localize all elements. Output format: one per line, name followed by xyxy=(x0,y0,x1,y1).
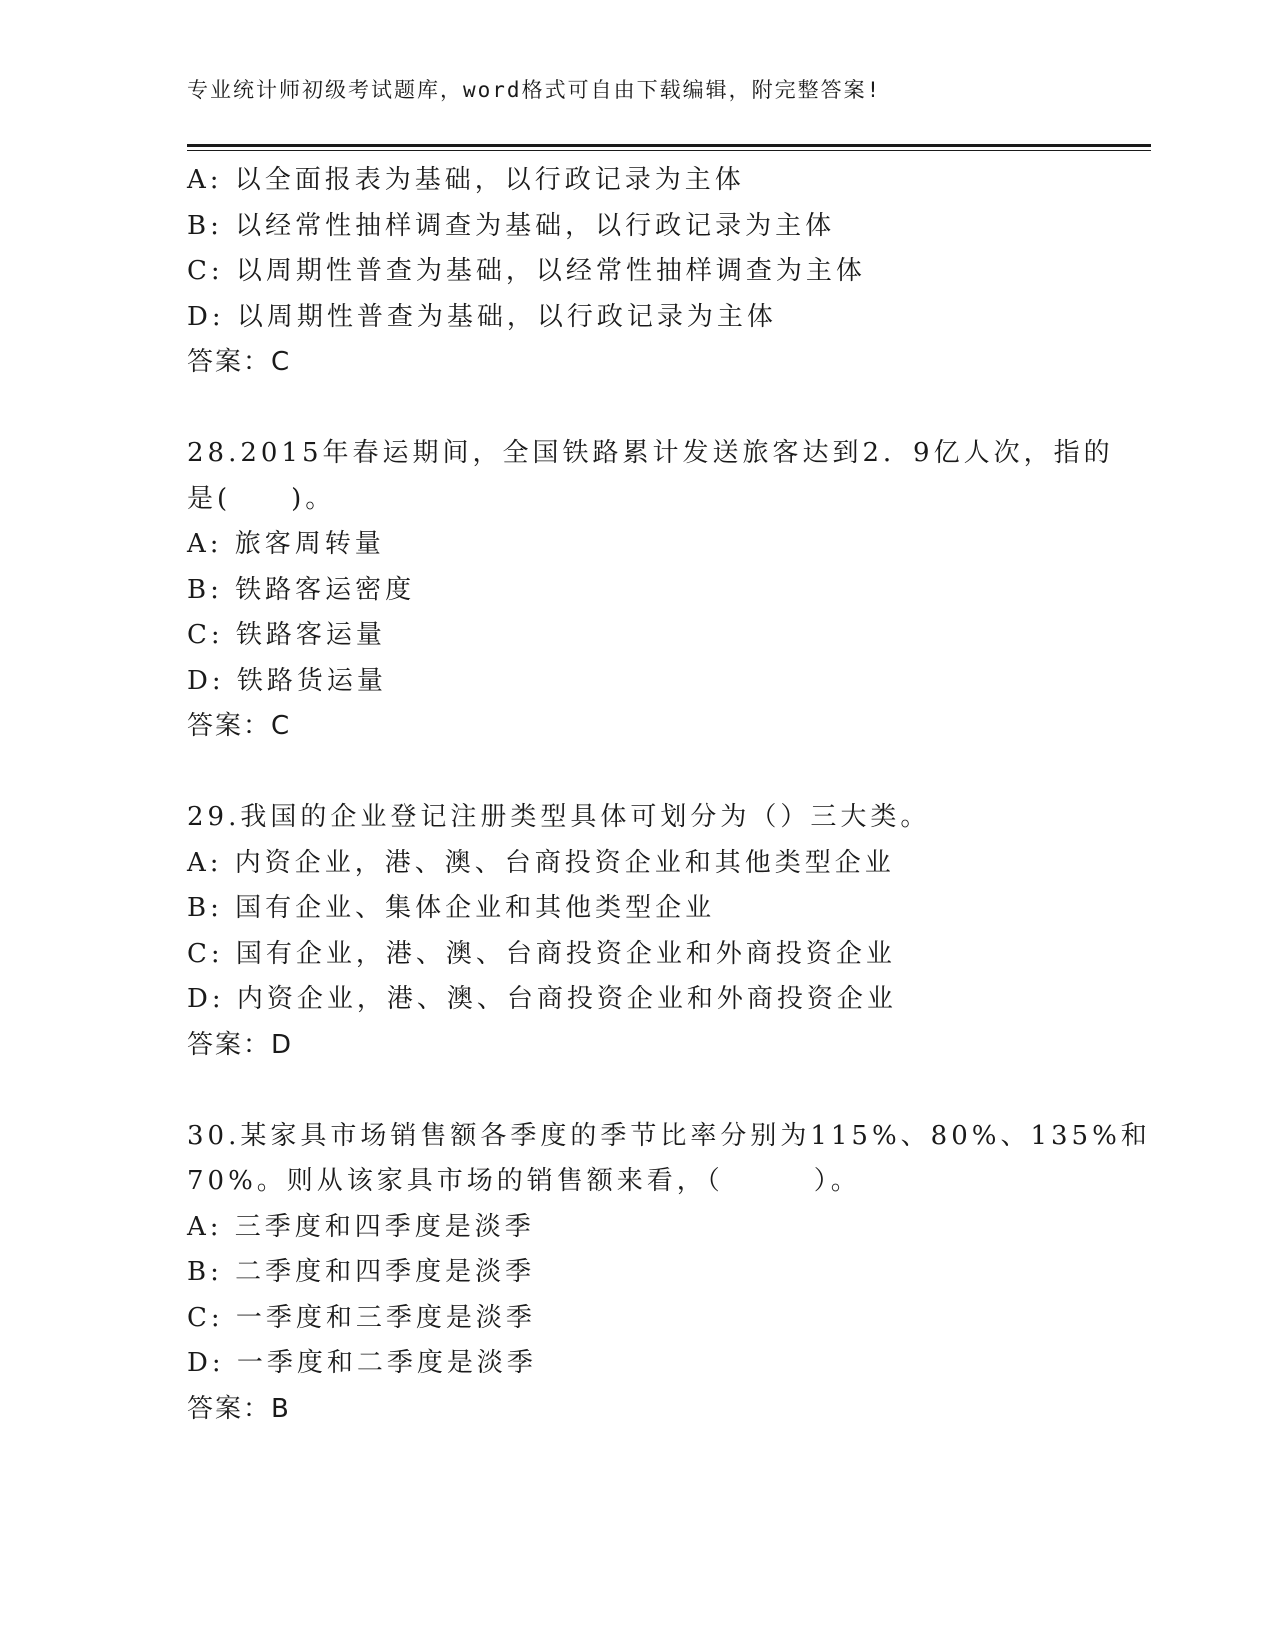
option-d: D: 内资企业，港、澳、台商投资企业和外商投资企业 xyxy=(187,984,897,1014)
question-30 xyxy=(187,1114,1151,1433)
answer-line: 答案：D xyxy=(187,1029,294,1060)
option-c: C: 一季度和三季度是淡季 xyxy=(187,1302,536,1333)
question-stem: 30.某家具市场销售额各季度的季节比率分别为115%、80%、135%和 xyxy=(187,1120,1151,1151)
question-29 xyxy=(187,795,1087,1068)
question-stem-cont: 70%。则从该家具市场的销售额来看，（ ）。 xyxy=(187,1166,861,1196)
question-stem-cont: 是( )。 xyxy=(187,483,336,514)
option-b: B: 铁路客运密度 xyxy=(187,574,416,605)
option-b: B: 国有企业、集体企业和其他类型企业 xyxy=(187,893,716,923)
question-stem: 28.2015年春运期间，全国铁路累计发送旅客达到2．9亿人次，指的 xyxy=(187,438,1114,468)
option-c: C: 以周期性普查为基础，以经常性抽样调查为主体 xyxy=(187,256,866,286)
header-rule-thin xyxy=(187,150,1151,151)
option-a: A: 内资企业，港、澳、台商投资企业和其他类型企业 xyxy=(187,847,895,878)
option-c: C: 铁路客运量 xyxy=(187,620,386,650)
answer-line: 答案：C xyxy=(187,711,292,741)
option-c: C: 国有企业，港、澳、台商投资企业和外商投资企业 xyxy=(187,938,896,969)
header-rule-thick xyxy=(187,144,1151,147)
page-header: 专业统计师初级考试题库，word格式可自由下载编辑，附完整答案! xyxy=(187,78,882,102)
spacer xyxy=(187,750,1087,796)
option-a: A: 以全面报表为基础，以行政记录为主体 xyxy=(187,165,745,195)
answer-line: 答案：C xyxy=(187,347,292,377)
spacer xyxy=(187,386,1087,432)
option-d: D: 以周期性普查为基础，以行政记录为主体 xyxy=(187,301,777,332)
spacer xyxy=(187,1068,1087,1114)
option-b: B: 以经常性抽样调查为基础，以行政记录为主体 xyxy=(187,210,836,241)
question-27-continuation xyxy=(187,158,1087,386)
option-a: A: 旅客周转量 xyxy=(187,529,385,559)
option-d: D: 一季度和二季度是淡季 xyxy=(187,1348,537,1378)
option-d: D: 铁路货运量 xyxy=(187,665,387,696)
question-28 xyxy=(187,431,1114,750)
answer-line: 答案：B xyxy=(187,1393,291,1424)
question-list xyxy=(187,158,1151,1432)
option-a: A: 三季度和四季度是淡季 xyxy=(187,1211,535,1242)
question-stem: 29.我国的企业登记注册类型具体可划分为（）三大类。 xyxy=(187,802,931,832)
option-b: B: 二季度和四季度是淡季 xyxy=(187,1257,536,1287)
